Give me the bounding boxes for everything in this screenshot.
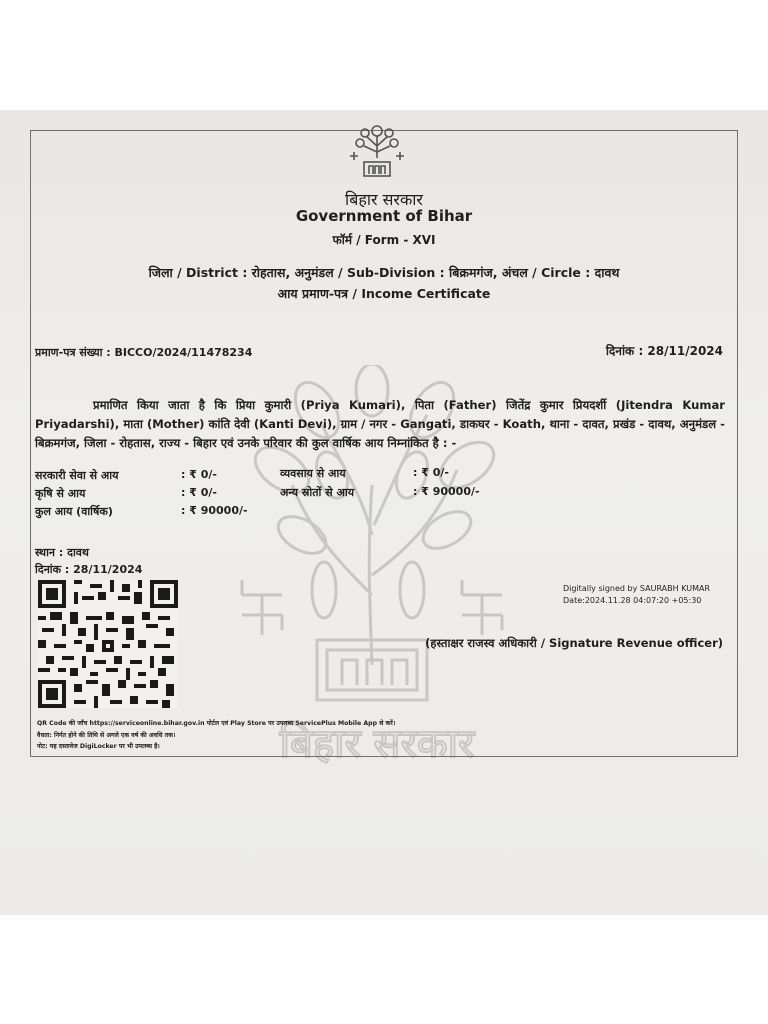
signature-officer: (हस्ताक्षर राजस्व अधिकारी / Signature Revenue officer) — [425, 636, 723, 650]
agri-income-label: कृषि से आय — [35, 487, 86, 500]
header-title-hindi: बिहार सरकार — [345, 190, 423, 209]
issue-place: स्थान : दावथ — [35, 546, 89, 559]
issue-date: दिनांक : 28/11/2024 — [35, 563, 143, 576]
district-line: जिला / District : रोहतास, अनुमंडल / Sub-Division : बिक्रमगंज, अंचल / Circle : दावथ — [148, 265, 620, 280]
header-title-english: Government of Bihar — [295, 207, 473, 225]
business-income-label: व्यवसाय से आय — [280, 467, 346, 480]
business-income-value: : ₹ 0/- — [413, 466, 449, 479]
bihar-emblem-icon — [344, 122, 410, 184]
total-income-value: : ₹ 90000/- — [181, 504, 248, 517]
total-income-label: कुल आय (वार्षिक) — [35, 505, 113, 518]
footer-digilocker-note: नोट: यह दस्तावेज DigiLocker पर भी उपलब्ध है। — [37, 743, 160, 750]
certificate-date: दिनांक : 28/11/2024 — [605, 344, 723, 358]
watermark-text: बिहार सरकार — [279, 721, 475, 765]
certificate-number: प्रमाण-पत्र संख्या : BICCO/2024/11478234 — [35, 346, 253, 359]
certificate-statement: प्रमाणित किया जाता है कि प्रिया कुमारी (Priya Kumari), पिता (Father) जितेंद्र कुमार प्रियदर्शी (Jitendra Kumar Priyadarshi), माता (Mother) कांति देवी (Kanti Devi), ग्राम / नगर - Gangati, डाकघर - Koath, थाना - दावत, प्रखंड - दावथ, अनुमंडल - बिक्रमगंज, जिला - रोहतास, राज्य - बिहार एवं उनके परिवार की कुल वार्षिक आय निम्नांकित है : - — [35, 398, 725, 450]
footer-validity-note: वैधता: निर्गत होने की तिथि से अगले एक वर्ष की अवधि तक। — [37, 732, 176, 739]
certificate-title: आय प्रमाण-पत्र / Income Certificate — [277, 286, 491, 301]
govt-income-value: : ₹ 0/- — [181, 468, 217, 481]
footer-qr-note: QR Code की जाँच https://serviceonline.bihar.gov.in पोर्टल एवं Play Store पर उपलब्ध ServicePlus Mobile App से करें। — [37, 720, 396, 727]
agri-income-value: : ₹ 0/- — [181, 486, 217, 499]
qr-code-icon[interactable] — [38, 580, 178, 708]
digital-signature-name: Digitally signed by SAURABH KUMAR — [563, 584, 711, 593]
form-number: फॉर्म / Form - XVI — [332, 233, 436, 247]
other-income-value: : ₹ 90000/- — [413, 485, 480, 498]
govt-income-label: सरकारी सेवा से आय — [35, 469, 119, 482]
other-income-label: अन्य स्रोतों से आय — [280, 486, 355, 499]
digital-signature-date: Date:2024.11.28 04:07:20 +05:30 — [563, 596, 702, 605]
